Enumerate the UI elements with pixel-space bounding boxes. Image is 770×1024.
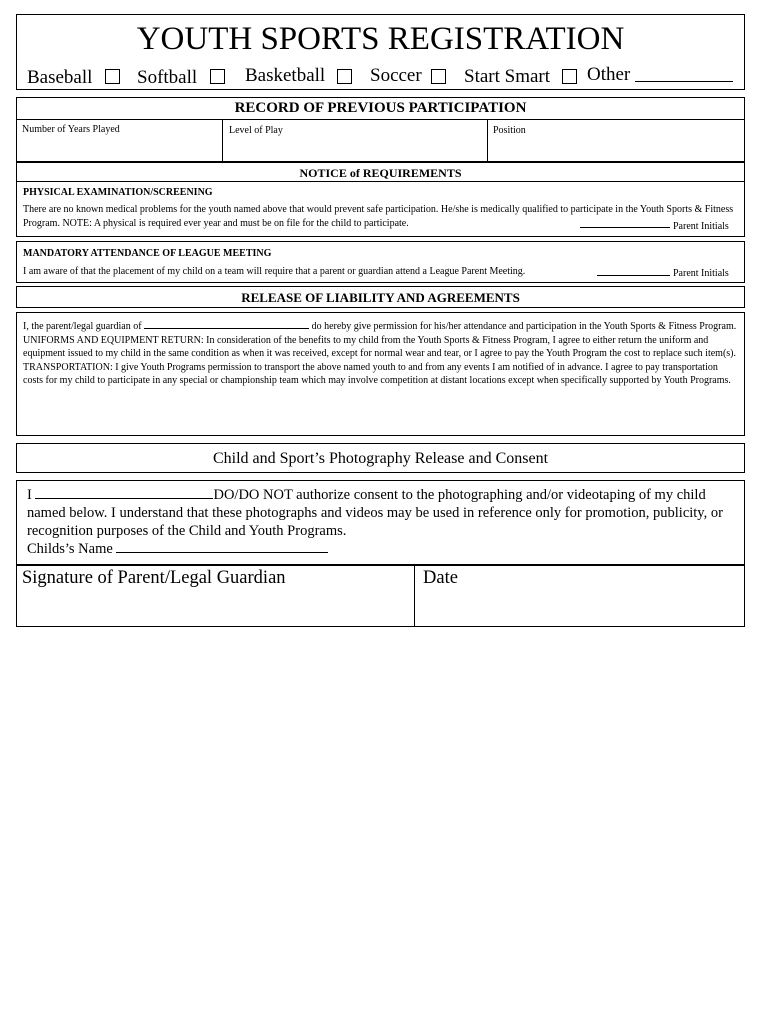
consent-name-field[interactable] <box>35 486 213 499</box>
title-box <box>16 14 745 90</box>
sport-label-softball: Softball <box>137 67 198 88</box>
sport-label-start-smart: Start Smart <box>464 66 551 87</box>
photo-heading-box <box>16 443 745 473</box>
meeting-text: I am aware of that the placement of my child on a team will require that a parent or guardian attend a League Parent Meeting. <box>23 266 526 277</box>
consent-choice-text: DO/DO NOT authorize consent to the photographing and/or videotaping of my child <box>213 487 706 503</box>
child-name-field[interactable] <box>144 319 309 329</box>
meeting-section <box>16 241 745 283</box>
page-title: YOUTH SPORTS REGISTRATION <box>136 21 625 57</box>
release-text <box>23 319 737 388</box>
permission-text: do hereby give permission for his/her attendance and participation in the Youth Sports & Fitness Program. <box>311 321 737 332</box>
physical-initials-field[interactable] <box>580 227 670 228</box>
other-sport-field[interactable] <box>635 81 733 82</box>
physical-initials-label: Parent Initials <box>673 221 729 232</box>
years-played-field[interactable]: Number of Years Played <box>22 124 120 135</box>
sport-label-baseball: Baseball <box>27 67 93 88</box>
consent-body-text: named below. I understand that these photographs and videos may be used in reference only for promotion, publicity, or recognition purposes of the Child and Youth Programs. <box>27 505 723 539</box>
divider <box>414 566 415 626</box>
start-smart-checkbox[interactable] <box>562 69 577 84</box>
guardian-of-label: I, the parent/legal guardian of <box>23 321 142 332</box>
meeting-initials-field[interactable] <box>597 275 670 276</box>
softball-checkbox[interactable] <box>210 69 225 84</box>
participation-heading: RECORD OF PREVIOUS PARTICIPATION <box>234 100 527 116</box>
sport-label-soccer: Soccer <box>370 65 422 86</box>
sport-label-other: Other <box>587 64 631 85</box>
level-of-play-field[interactable]: Level of Play <box>229 125 283 136</box>
baseball-checkbox[interactable] <box>105 69 120 84</box>
physical-text: There are no known medical problems for the youth named above that would prevent safe participation. He/she is medically qualified to participate in the Youth Sports & Fitness Program. NOTE: A physical is required ever year and must be on file for the child to participate. <box>23 204 734 229</box>
basketball-checkbox[interactable] <box>337 69 352 84</box>
release-section <box>16 312 745 436</box>
notice-heading: NOTICE of REQUIREMENTS <box>299 166 462 180</box>
divider <box>487 119 488 162</box>
divider <box>222 119 223 162</box>
childs-name-field[interactable] <box>116 540 328 553</box>
transportation-text: TRANSPORTATION: I give Youth Programs permission to transport the above named youth to and from any events I am notified of in advance. I agree to pay transportation costs for my child to participate in any special or championship team which may involve competition at distant locations except when specifically supported by Youth Programs. <box>23 361 731 386</box>
position-field[interactable]: Position <box>493 125 526 136</box>
participation-section <box>16 97 745 162</box>
uniforms-text: UNIFORMS AND EQUIPMENT RETURN: In consideration of the benefits to my child from the Youth Sports & Fitness Program, I agree to either return the uniform and equipment issued to my child in the same condition as when it was received, except for normal wear and tear, or I agree to pay the Youth Program the cost to replace such item(s). <box>23 334 736 359</box>
date-field[interactable]: Date <box>423 568 458 588</box>
release-heading-box <box>16 286 745 308</box>
divider <box>17 119 744 120</box>
photo-consent-section <box>16 480 745 565</box>
consent-i-label: I <box>27 487 32 503</box>
meeting-initials-label: Parent Initials <box>673 268 729 279</box>
signature-section <box>16 565 745 627</box>
notice-section <box>16 162 745 237</box>
physical-title: PHYSICAL EXAMINATION/SCREENING <box>23 187 213 198</box>
soccer-checkbox[interactable] <box>431 69 446 84</box>
photo-consent-text <box>27 486 739 558</box>
childs-name-label: Childs’s Name <box>27 541 113 557</box>
divider <box>17 181 744 182</box>
release-heading: RELEASE OF LIABILITY AND AGREEMENTS <box>241 290 520 305</box>
sport-label-basketball: Basketball <box>245 65 326 86</box>
photo-heading: Child and Sport’s Photography Release and Consent <box>212 450 549 467</box>
meeting-title: MANDATORY ATTENDANCE OF LEAGUE MEETING <box>23 248 272 259</box>
signature-field[interactable]: Signature of Parent/Legal Guardian <box>22 568 286 588</box>
